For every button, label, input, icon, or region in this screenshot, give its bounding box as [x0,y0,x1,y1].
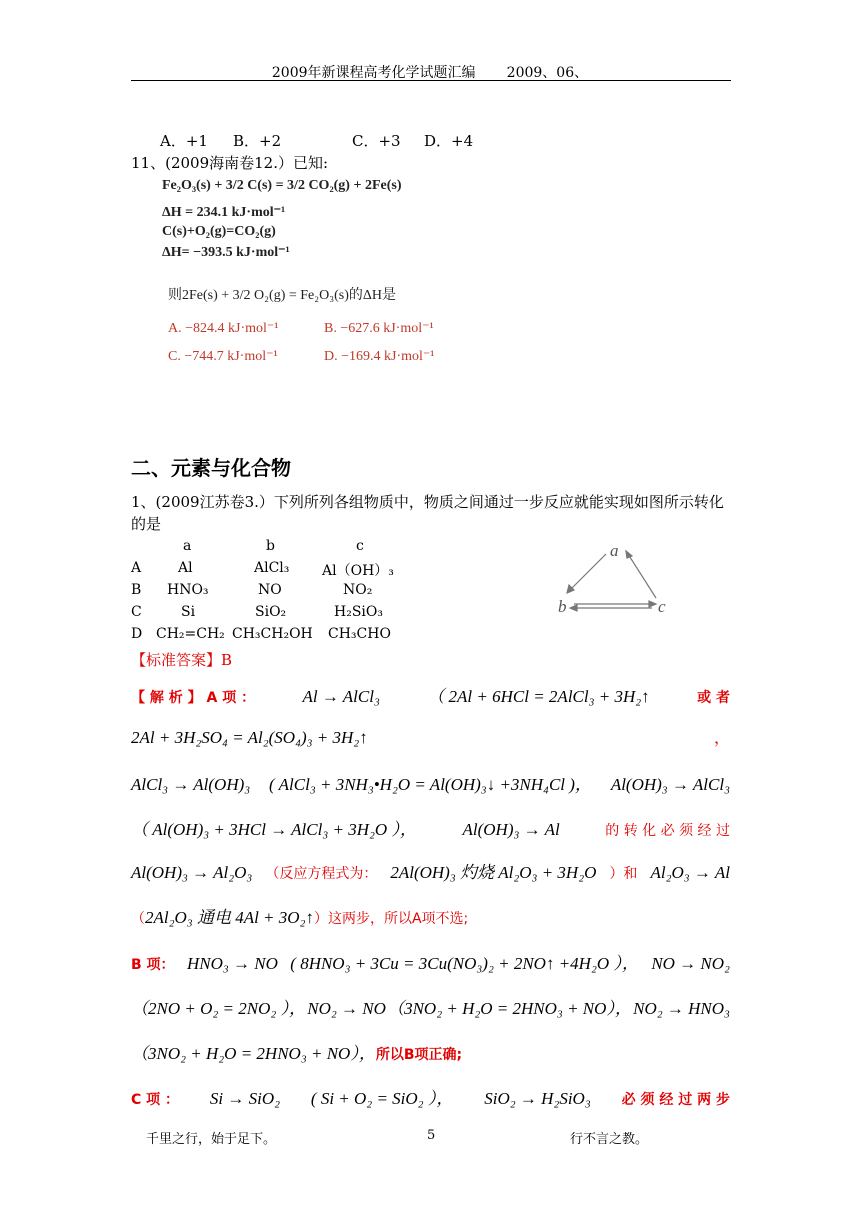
b-eq-no2-no: NO₂ → NO [307,999,386,1018]
col-header-c: c [356,538,364,554]
b-eq-no2-h2o: （3NO₂ + H₂O = 2HNO₃ + NO）， [387,999,632,1018]
a-line2-end: ， [713,728,730,747]
a-eq-aloh3-calcine: 2Al(OH)₃ 灼烧 Al₂O₃ + 3H₂O [390,863,597,882]
analysis-a-line-5 [131,858,730,883]
row-c-col-b: SiO₂ [255,604,287,620]
b-conclusion: 所以B项正确; [375,1047,463,1063]
analysis-a-line-1 [131,682,730,707]
diagram-node-c: c [658,597,666,616]
b-eq-hno3-no: HNO₃ → NO [186,954,278,973]
q11-option-a: A. −824.4 kJ·mol⁻¹ [168,321,279,336]
c-eq-si-o2: ( Si + O₂ = SiO₂ ）， [310,1089,454,1108]
q1-stem-line-2: 的是 [131,515,162,533]
row-b-col-a: HNO₃ [167,582,209,598]
c-label: C 项 ： [131,1092,180,1108]
row-d-col-b: CH₃CH₂OH [232,626,313,642]
diagram-node-b: b [558,597,567,616]
a-eq-electrolysis: 2Al₂O₃ 通电 4Al + 3O₂↑ [145,908,314,927]
header-title: 2009年新课程高考化学试题汇编 [271,65,476,81]
q11-option-b: B. −627.6 kJ·mol⁻¹ [324,321,434,336]
prev-option-c: C．+3 [352,132,401,150]
a-eq-aloh3-al: Al(OH)₃ → Al [462,820,560,839]
q11-stem: 11、(2009海南卷12.）已知: [131,154,329,172]
conversion-triangle-diagram [552,538,682,618]
a-reaction-eq-label: （反应方程式为： [265,866,378,882]
q1-stem-line-1: 1、(2009江苏卷3.）下列所列各组物质中，物质之间通过一步反应就能实现如图所示转化 [131,493,724,511]
header-rule [131,80,731,81]
a-eq-aloh3-alcl3: Al(OH)₃ → AlCl₃ [610,775,730,794]
analysis-b-line-2 [131,994,730,1019]
row-c-label: C [131,604,142,620]
q11-question: 则2Fe(s) + 3/2 O₂(g) = Fe₂O₃(s)的ΔH是 [168,288,397,303]
q11-option-d: D. −169.4 kJ·mol⁻¹ [324,349,435,364]
c-eq-si-sio2: Si → SiO₂ [209,1089,281,1108]
col-header-a: a [183,538,192,554]
row-c-col-a: Si [181,604,196,620]
a-conclusion: ）这两步，所以A项不选; [313,911,469,927]
analysis-c-line-1 [131,1084,730,1109]
header-date: 2009、06、 [506,65,589,81]
a-eq-al-h2so4: 2Al + 3H₂SO₄ = Al₂(SO₄)₃ + 3H₂↑ [131,728,368,747]
analysis-a-line-6 [131,903,468,928]
q11-dh-1: ΔH = 234.1 kJ·mol⁻¹ [162,205,286,220]
analysis-b-line-1 [131,949,730,974]
page-header [0,62,860,82]
c-two-steps: 必 须 经 过 两 步 [621,1092,730,1108]
a-eq-al2o3-al: Al₂O₃ → Al [650,863,730,882]
q11-option-c: C. −744.7 kJ·mol⁻¹ [168,349,278,364]
row-c-col-c: H₂SiO₃ [334,604,383,620]
footer-left: 千里之行，始于足下。 [146,1132,277,1147]
col-header-b: b [266,538,275,554]
analysis-b-line-3 [131,1039,462,1064]
b-eq-no-o2: （2NO + O₂ = 2NO₂ ）， [131,999,307,1018]
prev-option-d: D．+4 [424,132,474,150]
a-and: ）和 [609,866,638,882]
diagram-arrows [567,551,656,611]
row-a-col-b: AlCl₃ [254,560,290,576]
footer-page-number: 5 [427,1128,436,1143]
row-b-col-c: NO₂ [343,582,373,598]
row-b-label: B [131,582,142,598]
b-eq-no2-hno3: NO₂ → HNO₃ [633,999,730,1018]
b-label: B 项： [131,957,175,973]
row-b-col-b: NO [258,582,282,598]
q11-dh-2: ΔH= −393.5 kJ·mol⁻¹ [162,245,290,260]
a-eq-al-alcl3: Al → AlCl₃ [302,687,380,706]
a-line6-open: （ [131,911,145,927]
row-a-col-c: Al（OH）₃ [322,563,394,579]
a-or: 或 者 [697,690,730,706]
a-eq-aloh3-al2o3: Al(OH)₃ → Al₂O₃ [131,863,253,882]
analysis-a-line-2 [131,725,730,748]
a-eq-al-hcl: （ 2Al + 6HCl = 2AlCl₃ + 3H₂↑ [427,687,650,706]
row-a-label: A [131,560,142,576]
prev-option-a: A．+1 [160,132,208,150]
a-eq-alcl3-nh3: ( AlCl₃ + 3NH₃•H₂O = Al(OH)₃↓ +3NH₄Cl )， [269,775,592,794]
q11-equation-2: C(s)+O₂(g)=CO₂(g) [162,224,276,239]
row-a-col-a: Al [178,560,193,576]
footer-right: 行不言之教。 [570,1132,649,1147]
b-eq-no-no2: NO → NO₂ [651,954,730,973]
analysis-a-line-4 [131,815,730,840]
analysis-a-line-3 [131,770,730,795]
row-d-col-c: CH₃CHO [328,626,391,642]
q11-equation-1: Fe₂O₃(s) + 3/2 C(s) = 3/2 CO₂(g) + 2Fe(s) [162,178,402,193]
a-eq-aloh3-hcl: （ Al(OH)₃ + 3HCl → AlCl₃ + 3H₂O ）， [131,820,417,839]
standard-answer: 【标准答案】B [131,651,233,669]
c-eq-sio2-h2sio3: SiO₂ → H₂SiO₃ [484,1089,591,1108]
diagram-node-a: a [610,541,619,560]
b-eq-no2-h2o-2: （3NO₂ + H₂O = 2HNO₃ + NO）， [131,1044,376,1063]
row-d-col-a: CH₂=CH₂ [156,626,225,642]
prev-option-b: B．+2 [233,132,282,150]
row-d-label: D [131,626,143,642]
a-must-pass: 的 转 化 必 须 经 过 [605,823,730,839]
section-title: 二、元素与化合物 [131,456,291,480]
analysis-label: 【 解 析 】 A 项 ： [131,690,256,706]
q11-scanned-image [152,170,452,370]
b-eq-cu: ( 8HNO₃ + 3Cu = 3Cu(NO₃)₂ + 2NO↑ +4H₂O ）， [290,954,639,973]
a-eq-alcl3-aloh3: AlCl₃ → Al(OH)₃ [131,775,251,794]
